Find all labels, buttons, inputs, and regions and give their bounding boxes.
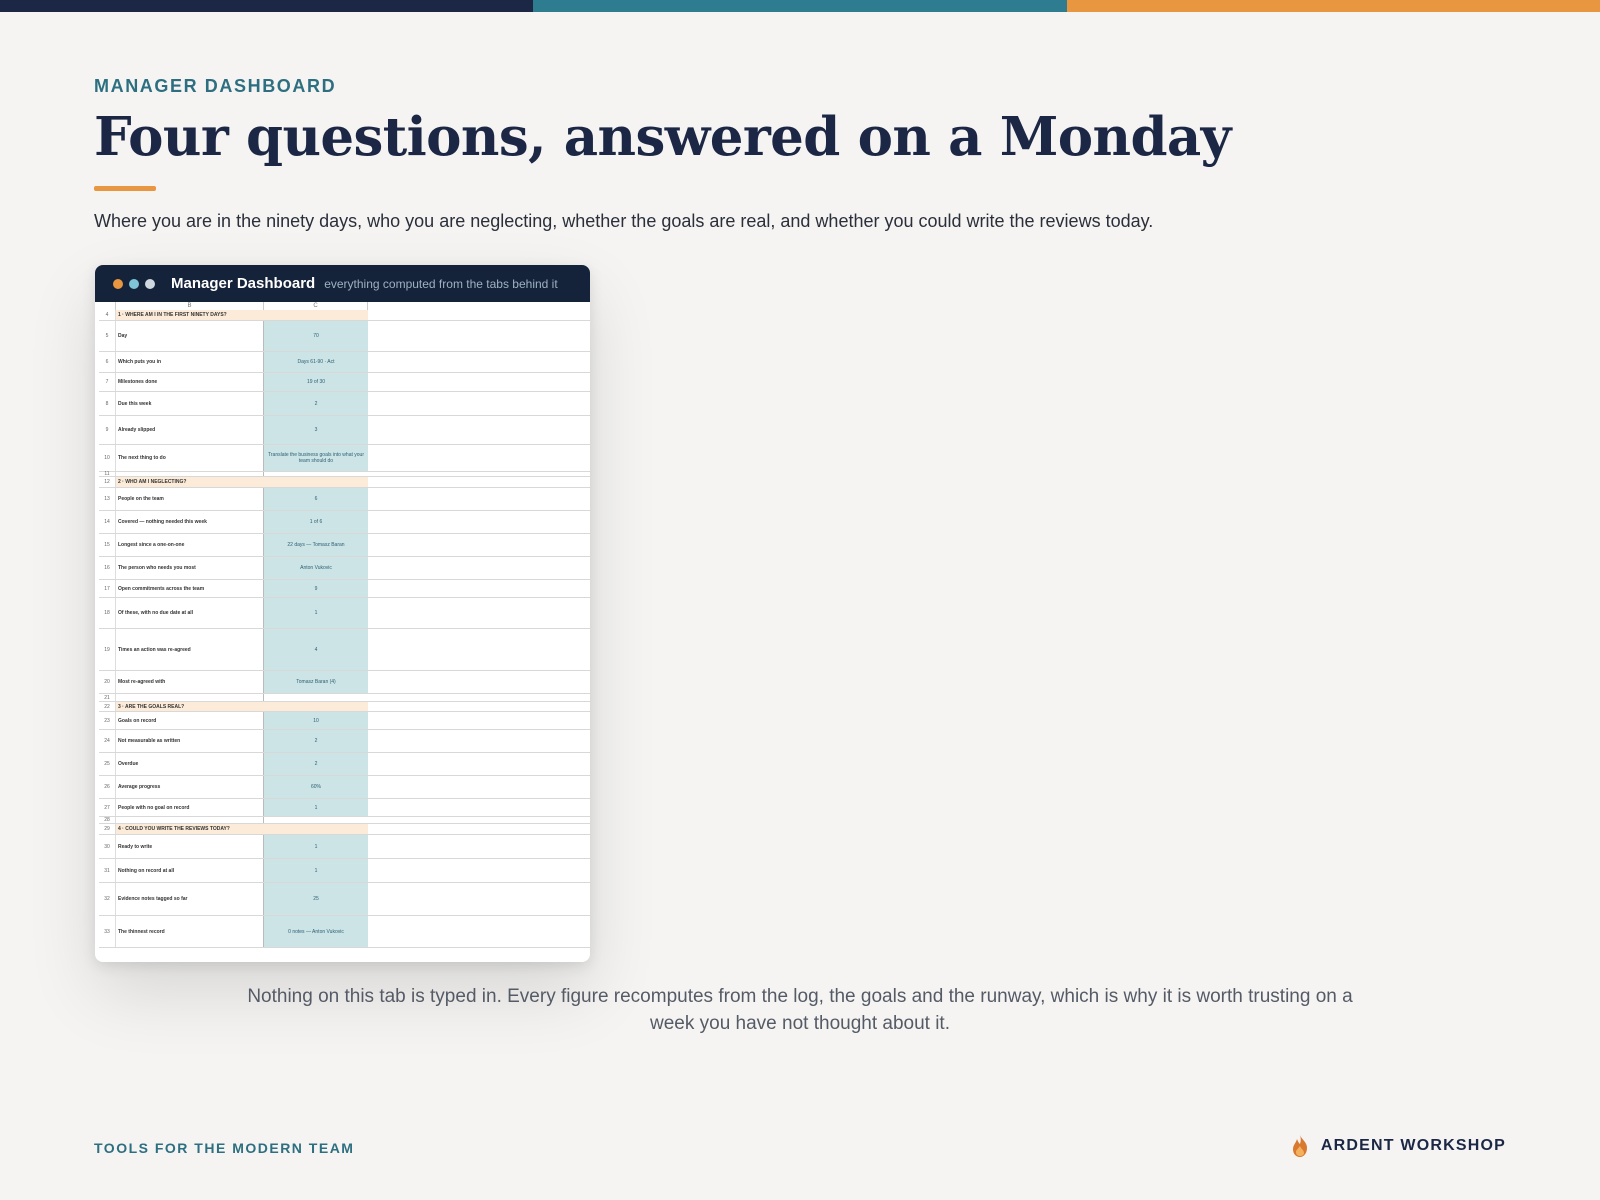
row-label: Nothing on record at all — [116, 859, 264, 882]
window-title: Manager Dashboard — [171, 275, 316, 292]
row-number: 4 — [99, 310, 116, 320]
window-dot-grey — [145, 279, 155, 289]
row-value: Days 61-90 · Act — [264, 352, 368, 372]
row-value: 22 days — Tomasz Baran — [264, 534, 368, 556]
sheet-row — [99, 776, 590, 799]
window-titlebar — [95, 265, 590, 302]
sheet-row — [99, 580, 590, 598]
sheet-row — [99, 753, 590, 776]
row-value: 1 — [264, 859, 368, 882]
row-number: 33 — [99, 916, 116, 947]
sheet-row — [99, 392, 590, 416]
section-heading: 3 · ARE THE GOALS REAL? — [116, 702, 368, 711]
row-number: 20 — [99, 671, 116, 693]
row-number: 17 — [99, 580, 116, 597]
sheet-row — [99, 373, 590, 392]
column-header-c: C — [264, 302, 368, 310]
row-number: 28 — [99, 817, 116, 823]
window-dot-orange — [113, 279, 123, 289]
row-number: 21 — [99, 694, 116, 701]
brand-name: ARDENT WORKSHOP — [1320, 1137, 1506, 1154]
sheet-row — [99, 416, 590, 445]
row-value: 2 — [264, 753, 368, 775]
row-label: Already slipped — [116, 416, 264, 444]
row-label: Which puts you in — [116, 352, 264, 372]
row-number: 18 — [99, 598, 116, 628]
sheet-section-row — [99, 477, 590, 488]
row-label — [116, 817, 264, 823]
row-number: 23 — [99, 712, 116, 729]
flame-icon — [1289, 1134, 1311, 1158]
row-label: Not measurable as written — [116, 730, 264, 752]
row-label: Day — [116, 321, 264, 351]
page-subtitle: Where you are in the ninety days, who you are neglecting, whether the goals are real, and whether you could write the reviews today. — [94, 211, 1154, 231]
row-label: Most re-agreed with — [116, 671, 264, 693]
sheet-row — [99, 671, 590, 694]
row-label — [116, 472, 264, 476]
window-dot-blue — [129, 279, 139, 289]
row-number: 13 — [99, 488, 116, 510]
row-value: 3 — [264, 416, 368, 444]
row-number: 26 — [99, 776, 116, 798]
row-number: 6 — [99, 352, 116, 372]
sheet-row — [99, 817, 590, 824]
row-value: 1 — [264, 835, 368, 858]
row-value: 1 — [264, 799, 368, 816]
sheet-row — [99, 557, 590, 580]
row-number: 16 — [99, 557, 116, 579]
sheet-row — [99, 916, 590, 948]
row-value — [264, 472, 368, 476]
section-heading: 1 · WHERE AM I IN THE FIRST NINETY DAYS? — [116, 310, 368, 320]
row-label: Of these, with no due date at all — [116, 598, 264, 628]
row-number: 9 — [99, 416, 116, 444]
row-number: 10 — [99, 445, 116, 471]
eyebrow-label: MANAGER DASHBOARD — [94, 76, 337, 96]
row-value: 70 — [264, 321, 368, 351]
row-number: 5 — [99, 321, 116, 351]
sheet-row — [99, 445, 590, 472]
sheet-row — [99, 712, 590, 730]
footer-brand — [1289, 1134, 1506, 1158]
row-number: 29 — [99, 824, 116, 834]
row-label: The person who needs you most — [116, 557, 264, 579]
caption: Nothing on this tab is typed in. Every figure recomputes from the log, the goals and the runway, which is why it is worth trusting on a week you have not thought about it. — [247, 986, 1353, 1034]
row-value: Translate the business goals into what your team should do — [264, 445, 368, 471]
row-label: Longest since a one-on-one — [116, 534, 264, 556]
dashboard-screenshot-window — [95, 265, 590, 962]
row-value: 25 — [264, 883, 368, 915]
row-number: 7 — [99, 373, 116, 391]
row-number: 11 — [99, 472, 116, 476]
sheet-row — [99, 835, 590, 859]
row-label: Overdue — [116, 753, 264, 775]
row-number: 12 — [99, 477, 116, 487]
row-value: 9 — [264, 580, 368, 597]
sheet-section-row — [99, 310, 590, 321]
row-label: People on the team — [116, 488, 264, 510]
sheet-section-row — [99, 702, 590, 712]
row-number: 14 — [99, 511, 116, 533]
row-label: Times an action was re-agreed — [116, 629, 264, 670]
row-number: 15 — [99, 534, 116, 556]
row-number: 31 — [99, 859, 116, 882]
footer-tagline: TOOLS FOR THE MODERN TEAM — [94, 1140, 355, 1156]
row-value — [264, 694, 368, 701]
row-label: The next thing to do — [116, 445, 264, 471]
row-value: 1 — [264, 598, 368, 628]
accent-segment-navy — [0, 0, 533, 12]
page-title: Four questions, answered on a Monday — [94, 106, 1231, 168]
row-value — [264, 817, 368, 823]
row-label: Evidence notes tagged so far — [116, 883, 264, 915]
row-value: Anton Vukovic — [264, 557, 368, 579]
sheet-row — [99, 352, 590, 373]
sheet-row — [99, 799, 590, 817]
section-heading: 2 · WHO AM I NEGLECTING? — [116, 477, 368, 487]
sheet-row — [99, 488, 590, 511]
row-value: Tomasz Baran (4) — [264, 671, 368, 693]
row-number: 22 — [99, 702, 116, 711]
column-header-corner — [99, 302, 116, 310]
section-heading: 4 · COULD YOU WRITE THE REVIEWS TODAY? — [116, 824, 368, 834]
sheet-row — [99, 883, 590, 916]
row-label — [116, 694, 264, 701]
row-label: Covered — nothing needed this week — [116, 511, 264, 533]
accent-segment-teal — [533, 0, 1066, 12]
sheet-row — [99, 694, 590, 702]
row-number: 27 — [99, 799, 116, 816]
row-label: Average progress — [116, 776, 264, 798]
sheet-row — [99, 511, 590, 534]
row-label: Open commitments across the team — [116, 580, 264, 597]
sheet-row — [99, 730, 590, 753]
row-label: Goals on record — [116, 712, 264, 729]
window-subtitle: everything computed from the tabs behind it — [324, 276, 558, 291]
row-value: 2 — [264, 392, 368, 415]
row-number: 24 — [99, 730, 116, 752]
row-value: 0 notes — Anton Vukovic — [264, 916, 368, 947]
row-value: 6 — [264, 488, 368, 510]
row-number: 32 — [99, 883, 116, 915]
sheet-section-row — [99, 824, 590, 835]
row-value: 2 — [264, 730, 368, 752]
row-value: 60% — [264, 776, 368, 798]
sheet-row — [99, 534, 590, 557]
row-label: The thinnest record — [116, 916, 264, 947]
row-label: People with no goal on record — [116, 799, 264, 816]
row-value: 4 — [264, 629, 368, 670]
row-number: 30 — [99, 835, 116, 858]
row-label: Due this week — [116, 392, 264, 415]
sheet-row — [99, 598, 590, 629]
row-label: Ready to write — [116, 835, 264, 858]
sheet-row — [99, 629, 590, 671]
column-headers — [99, 302, 590, 310]
column-header-b: B — [116, 302, 264, 310]
title-underline — [94, 186, 156, 191]
row-number: 8 — [99, 392, 116, 415]
sheet-row — [99, 321, 590, 352]
row-value: 10 — [264, 712, 368, 729]
accent-segment-orange — [1067, 0, 1600, 12]
sheet-row — [99, 859, 590, 883]
spreadsheet — [95, 302, 590, 948]
row-value: 19 of 30 — [264, 373, 368, 391]
row-number: 25 — [99, 753, 116, 775]
top-accent-bar — [0, 0, 1600, 12]
row-number: 19 — [99, 629, 116, 670]
row-value: 1 of 6 — [264, 511, 368, 533]
row-label: Milestones done — [116, 373, 264, 391]
